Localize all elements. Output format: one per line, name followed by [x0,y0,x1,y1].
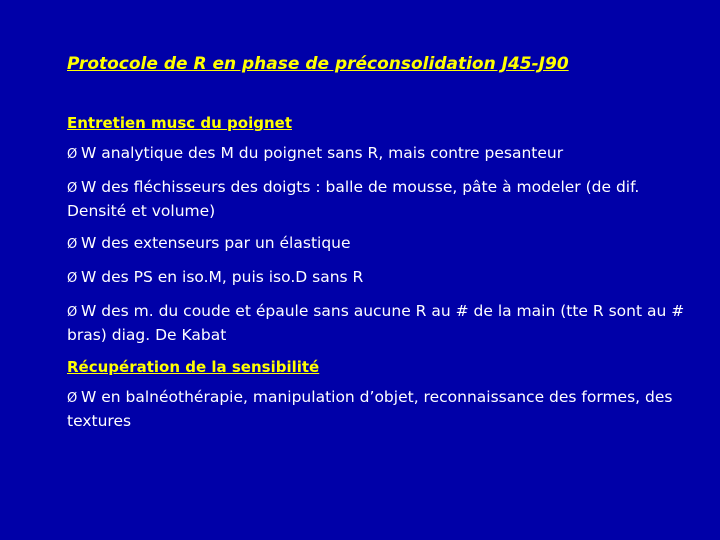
arrow-bullet-icon: Ø [67,305,78,320]
bullet-item [67,386,687,432]
bullet-item [67,142,687,166]
bullet-item [67,176,687,222]
section-heading-sensibility: Récupération de la sensibilité [67,358,320,376]
arrow-bullet-icon: Ø [67,391,78,406]
section-heading-wrist: Entretien musc du poignet [67,114,292,132]
arrow-bullet-icon: Ø [67,147,78,162]
bullet-text: W analytique des M du poignet sans R, mais contre pesanteur [81,144,564,162]
bullet-item [67,232,687,256]
bullet-item [67,300,687,346]
arrow-bullet-icon: Ø [67,271,78,286]
bullet-text: W des extenseurs par un élastique [81,234,351,252]
bullet-text: W des m. du coude et épaule sans aucune R au # de la main (tte R sont au # bras) diag. De Kabat [67,302,685,344]
arrow-bullet-icon: Ø [67,181,78,196]
arrow-bullet-icon: Ø [67,237,78,252]
bullet-text: W des PS en iso.M, puis iso.D sans R [81,268,364,286]
slide-title: Protocole de R en phase de préconsolidation J45-J90 [67,54,569,74]
slide-content [67,112,687,442]
bullet-item [67,266,687,290]
bullet-text: W en balnéothérapie, manipulation d’objet, reconnaissance des formes, des textures [67,388,673,430]
bullet-text: W des fléchisseurs des doigts : balle de mousse, pâte à modeler (de dif. Densité et volume) [67,178,640,220]
